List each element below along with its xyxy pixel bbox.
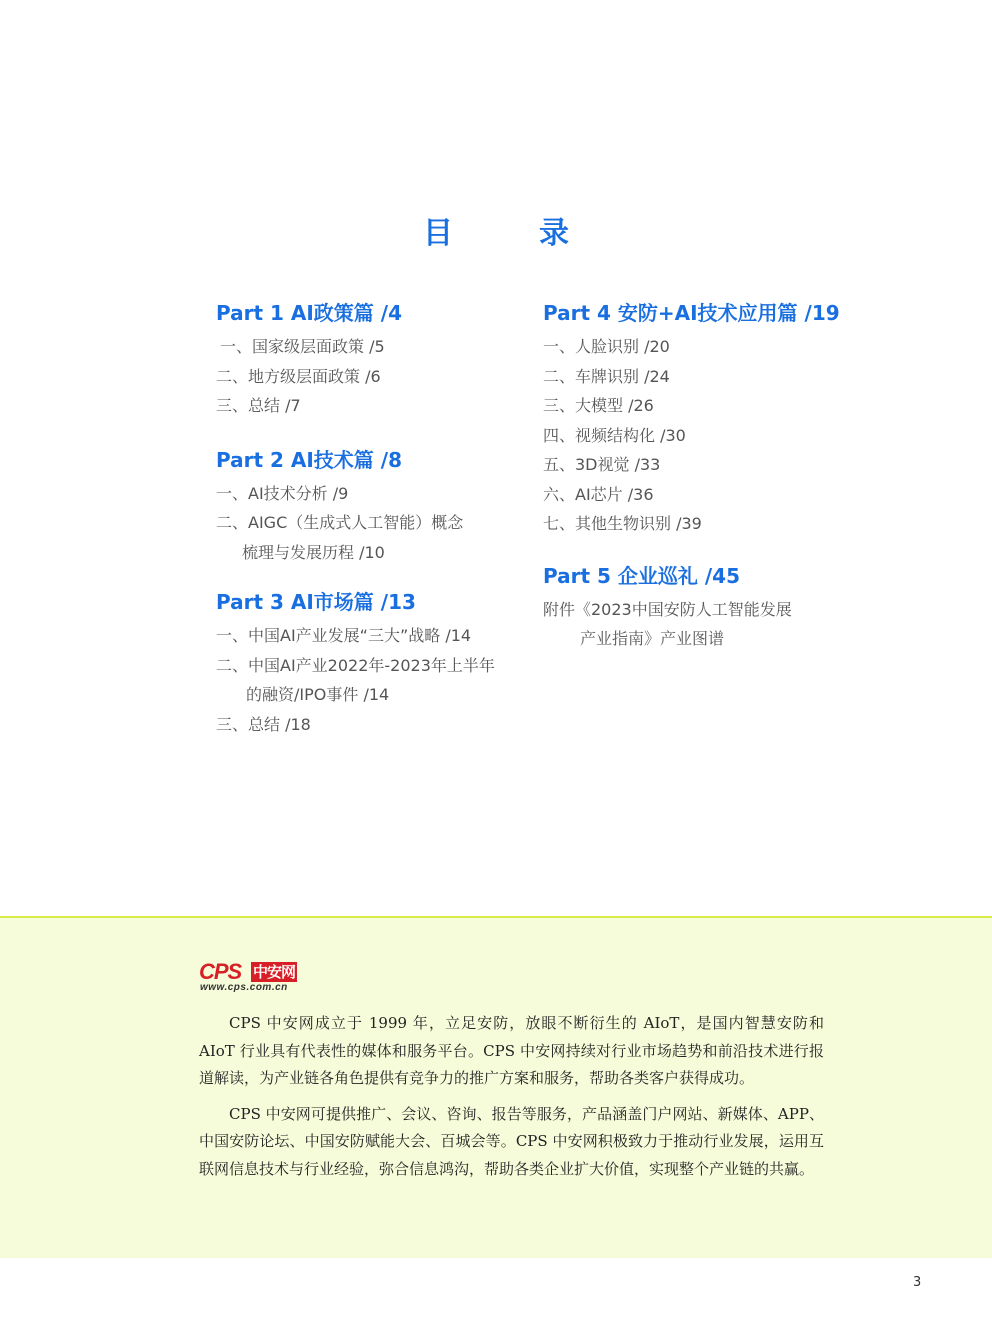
toc-heading-part-2[interactable]: Part 2 AI技术篇 /8 bbox=[216, 447, 402, 472]
toc-entry[interactable]: 二、地方级层面政策 /6 bbox=[216, 366, 381, 386]
toc-entry[interactable]: 一、国家级层面政策 /5 bbox=[220, 337, 385, 356]
toc-entry[interactable] bbox=[216, 651, 516, 710]
toc-section-part-5 bbox=[543, 561, 873, 654]
toc-title: 目 录 bbox=[423, 216, 597, 251]
toc-entry[interactable]: 四、视频结构化 /30 bbox=[543, 425, 686, 445]
toc-entry-line-continued: 梳理与发展历程 /10 bbox=[242, 542, 385, 562]
toc-heading-part-1[interactable]: Part 1 AI政策篇 /4 bbox=[216, 301, 402, 325]
toc-entry[interactable]: 五、3D视觉 /33 bbox=[543, 455, 661, 474]
toc-entry[interactable]: 三、总结 /7 bbox=[216, 396, 301, 415]
toc-section-part-3 bbox=[216, 587, 516, 739]
toc-entry[interactable]: 一、人脸识别 /20 bbox=[543, 337, 670, 356]
toc-entry[interactable]: 一、中国AI产业发展“三大”战略 /14 bbox=[216, 626, 472, 645]
toc-section-part-4 bbox=[543, 298, 873, 539]
toc-entry[interactable]: 三、总结 /18 bbox=[216, 714, 311, 734]
logo-url: www.cps.com.cn bbox=[200, 982, 288, 993]
toc-heading-part-5[interactable]: Part 5 企业巡礼 /45 bbox=[543, 563, 740, 588]
toc-section-part-2 bbox=[216, 445, 516, 568]
toc-left-column bbox=[216, 298, 516, 759]
toc-entry[interactable]: 二、车牌识别 /24 bbox=[543, 366, 670, 386]
toc-entry-line-continued: 的融资/IPO事件 /14 bbox=[246, 685, 390, 704]
logo-brand: CPS bbox=[199, 959, 242, 984]
toc-entry[interactable]: 一、AI技术分析 /9 bbox=[216, 483, 349, 503]
toc-entry[interactable] bbox=[216, 508, 516, 567]
toc-right-column bbox=[543, 298, 873, 674]
cps-logo bbox=[199, 960, 309, 994]
logo-cn-name: 中安网 bbox=[253, 963, 296, 981]
toc-entry[interactable]: 三、大模型 /26 bbox=[543, 396, 654, 415]
about-panel bbox=[0, 916, 992, 1258]
toc-heading-part-4[interactable]: Part 4 安防+AI技术应用篇 /19 bbox=[543, 301, 840, 325]
about-text bbox=[199, 1010, 824, 1191]
about-paragraph: CPS 中安网可提供推广、会议、咨询、报告等服务，产品涵盖门户网站、新媒体、APP、中国安防论坛、中国安防赋能大会、百城会等。CPS 中安网积极致力于推动行业发展，运用互联网信息技术与行业经验，弥合信息鸿沟，帮助各类企业扩大价值，实现整个产业链的共赢。 bbox=[199, 1104, 824, 1178]
about-paragraph: CPS 中安网成立于 1999 年，立足安防，放眼不断衍生的 AIoT，是国内智慧安防和 AIoT 行业具有代表性的媒体和服务平台。CPS 中安网持续对行业市场趋势和前沿技术进行报道解读，为产业链各角色提供有竞争力的推广方案和服务，帮助各类客户获得成功。 bbox=[199, 1014, 824, 1087]
toc-entry[interactable] bbox=[543, 595, 873, 654]
toc-entry-line-continued: 产业指南》产业图谱 bbox=[580, 629, 725, 648]
toc-section-part-1 bbox=[216, 298, 516, 421]
page-number: 3 bbox=[913, 1275, 922, 1290]
toc-heading-part-3[interactable]: Part 3 AI市场篇 /13 bbox=[216, 590, 416, 614]
toc-entry-line: 二、AIGC（生成式人工智能）概念 bbox=[216, 513, 464, 532]
toc-entry-line: 二、中国AI产业2022年-2023年上半年 bbox=[216, 655, 495, 675]
toc-entry-line: 附件《2023中国安防人工智能发展 bbox=[543, 599, 792, 619]
toc-entry[interactable]: 七、其他生物识别 /39 bbox=[543, 514, 702, 533]
toc-entry[interactable]: 六、AI芯片 /36 bbox=[543, 484, 654, 504]
